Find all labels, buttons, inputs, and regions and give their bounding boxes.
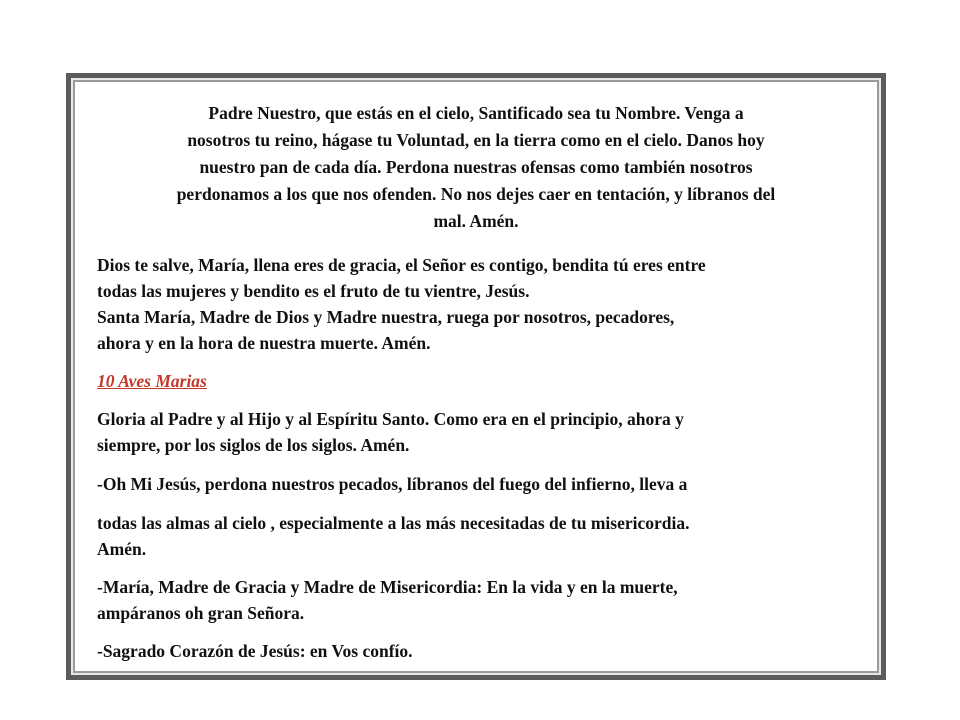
ave-maria-line: Santa María, Madre de Dios y Madre nuestra, ruega por nosotros, pecadores, [97,307,675,327]
oh-mi-jesus-line: todas las almas al cielo , especialmente a las más necesitadas de tu misericordia. [97,513,690,533]
gloria-paragraph [97,406,684,458]
gloria-line: Gloria al Padre y al Hijo y al Espíritu Santo. Como era en el principio, ahora y [97,409,684,429]
ave-maria-paragraph [97,252,706,356]
padre-nuestro-paragraph [75,100,877,235]
sagrado-corazon-line: -Sagrado Corazón de Jesús: en Vos confío. [97,641,413,661]
ten-aves-marias-link[interactable]: 10 Aves Marias [97,371,207,391]
maria-madre-paragraph [97,574,678,626]
padre-nuestro-line: mal. Amén. [433,211,519,231]
content-box [73,80,879,673]
oh-mi-jesus-paragraph [97,471,690,562]
ave-maria-line: Dios te salve, María, llena eres de gracia, el Señor es contigo, bendita tú eres entre [97,255,706,275]
oh-mi-jesus-line: -Oh Mi Jesús, perdona nuestros pecados, líbranos del fuego del infierno, lleva a [97,474,688,494]
padre-nuestro-line: perdonamos a los que nos ofenden. No nos dejes caer en tentación, y líbranos del [176,184,776,204]
oh-mi-jesus-line: Amén. [97,539,147,559]
maria-madre-line: ampáranos oh gran Señora. [97,603,305,623]
ave-maria-line: ahora y en la hora de nuestra muerte. Amén. [97,333,431,353]
padre-nuestro-line: nuestro pan de cada día. Perdona nuestras ofensas como también nosotros [199,157,753,177]
padre-nuestro-line: Padre Nuestro, que estás en el cielo, Santificado sea tu Nombre. Venga a [208,103,744,123]
border-gap [71,78,881,675]
ave-maria-line: todas las mujeres y bendito es el fruto de tu vientre, Jesús. [97,281,530,301]
padre-nuestro-line: nosotros tu reino, hágase tu Voluntad, en la tierra como en el cielo. Danos hoy [187,130,765,150]
gloria-line: siempre, por los siglos de los siglos. Amén. [97,435,410,455]
border-frame [66,73,886,680]
maria-madre-line: -María, Madre de Gracia y Madre de Misericordia: En la vida y en la muerte, [97,577,678,597]
